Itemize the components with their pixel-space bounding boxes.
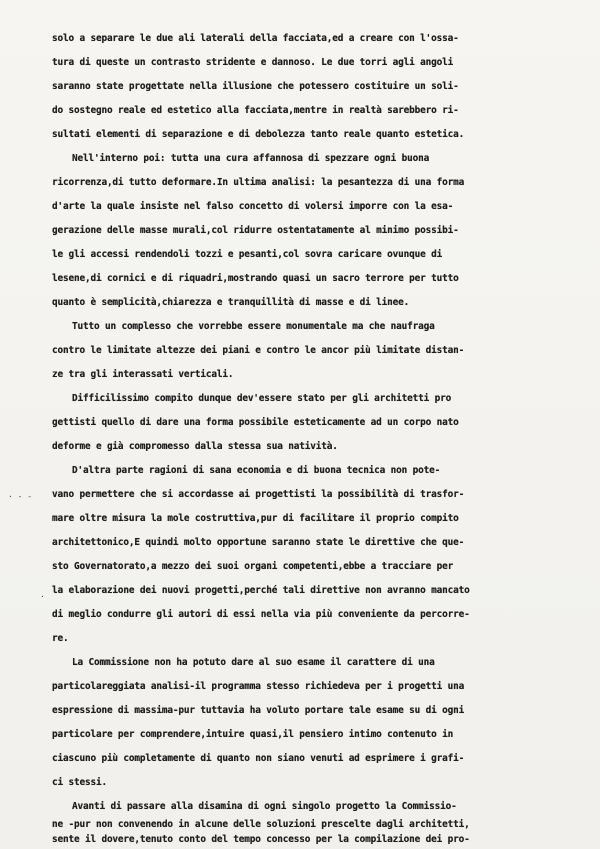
text-line: saranno state progettate nella illusione che potessero costituire un soli- [52,81,459,92]
text-line: architettonico,E quindi molto opportune saranno state le direttive che que- [52,537,465,548]
margin-dash-mark: · - - [8,492,33,501]
text-line: re. [52,633,69,644]
text-line: gettisti quello di dare una forma possibile esteticamente ad un corpo nato [52,417,459,428]
text-line: gerazione delle masse murali,col ridurre ostentatamente al minimo possibi- [52,225,459,236]
text-line: Difficilissimo compito dunque dev'essere stato per gli architetti pro [72,393,452,404]
text-line: particolareggiata analisi-il programma stesso richiedeva per i progetti una [52,681,465,692]
text-line: deforme e già compromesso dalla stessa sua natività. [52,441,338,452]
text-line: sultati elementi di separazione e di debolezza tanto reale quanto estetica. [52,129,465,140]
text-line: vano permettere che si accordasse ai progettisti la possibilità di trasfor- [52,489,465,500]
text-line: tura di queste un contrasto stridente e dannoso. Le due torri agli angoli [52,57,454,68]
text-line: ne -pur non convenendo in alcune delle soluzioni prescelte dagli architetti, [52,819,470,830]
text-line: contro le limitate altezze dei piani e contro le ancor più limitate distan- [52,345,465,356]
text-line: Nell'interno poi: tutta una cura affannosa di spezzare ogni buona [72,153,430,164]
text-line: ci stessi. [52,777,107,788]
text-line: espressione di massima-pur tuttavia ha voluto portare tale esame su di ogni [52,705,465,716]
text-line: sto Governatorato,a mezzo dei suoi organi competenti,ebbe a tracciare per [52,561,454,572]
text-line: le gli accessi rendendoli tozzi e pesanti,col sovra caricare ovunque di [52,249,443,260]
text-line: solo a separare le due ali laterali della facciata,ed a creare con l'ossa- [52,33,459,44]
text-line: ze tra gli interassati verticali. [52,369,234,380]
text-line: D'altra parte ragioni di sana economia e di buona tecnica non pote- [72,465,441,476]
text-line: Tutto un complesso che vorrebbe essere monumentale ma che naufraga [72,321,435,332]
text-line: mare oltre misura la mole costruttiva,pur di facilitare il proprio compito [52,513,459,524]
text-line: particolare per comprendere,intuire quasi,il pensiero intimo contenuto in [52,729,454,740]
text-line: di meglio condurre gli autori di essi nella via più conveniente da percorre- [52,609,470,620]
text-line: sente il dovere,tenuto conto del tempo concesso per la compilazione dei pro- [52,834,470,845]
text-line: ricorrenza,di tutto deformare.In ultima analisi: la pesantezza di una forma [52,177,465,188]
text-line: Avanti di passare alla disamina di ogni singolo progetto la Commissio- [72,801,457,812]
margin-dot-mark: · [40,592,45,601]
text-line: ciascuno più completamente di quanto non siano venuti ad esprimere i grafi- [52,753,465,764]
text-line: la elaborazione dei nuovi progetti,perché tali direttive non avranno mancato [52,585,470,596]
text-line: do sostegno reale ed estetico alla facciata,mentre in realtà sarebbero ri- [52,105,459,116]
text-line: lesene,di cornici e di riquadri,mostrando quasi un sacro terrore per tutto [52,273,459,284]
text-line: La Commissione non ha potuto dare al suo esame il carattere di una [72,657,435,668]
text-line: quanto è semplicità,chiarezza e tranquillità di masse e di linee. [52,297,410,308]
text-line: d'arte la quale insiste nel falso concetto di volersi imporre con la esa- [52,201,454,212]
